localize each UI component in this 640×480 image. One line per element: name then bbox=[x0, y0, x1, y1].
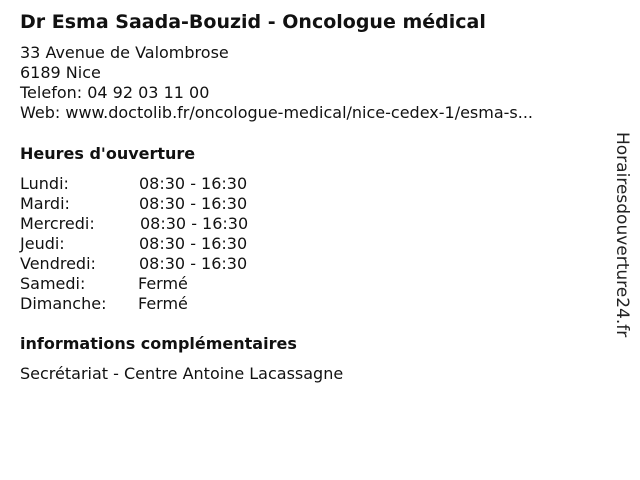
day-label: Vendredi: bbox=[20, 254, 96, 273]
site-watermark bbox=[611, 132, 635, 372]
time-value: Fermé bbox=[138, 294, 188, 313]
day-label: Lundi: bbox=[20, 174, 69, 193]
hours-heading: Heures d'ouverture bbox=[20, 144, 196, 163]
phone: Telefon: 04 92 03 11 00 bbox=[20, 83, 210, 102]
watermark-text: Horairesdouverture24.fr bbox=[612, 132, 632, 338]
page-title: Dr Esma Saada-Bouzid - Oncologue médical bbox=[20, 11, 486, 33]
contact-block bbox=[20, 43, 533, 123]
time-value: 08:30 - 16:30 bbox=[139, 234, 248, 253]
street-address: 33 Avenue de Valombrose bbox=[20, 43, 229, 62]
info-text: Secrétariat - Centre Antoine Lacassagne bbox=[20, 364, 344, 383]
info-heading: informations complémentaires bbox=[20, 334, 297, 353]
time-value: 08:30 - 16:30 bbox=[139, 174, 248, 193]
day-label: Mercredi: bbox=[20, 214, 95, 233]
day-label: Dimanche: bbox=[20, 294, 107, 313]
day-label: Jeudi: bbox=[20, 234, 65, 253]
website[interactable]: Web: www.doctolib.fr/oncologue-medical/nice-cedex-1/esma-s... bbox=[20, 103, 534, 122]
time-value: 08:30 - 16:30 bbox=[139, 194, 248, 213]
time-value: Fermé bbox=[138, 274, 188, 293]
time-value: 08:30 - 16:30 bbox=[139, 254, 248, 273]
time-value: 08:30 - 16:30 bbox=[140, 214, 249, 233]
city: 6189 Nice bbox=[20, 63, 101, 82]
day-label: Samedi: bbox=[20, 274, 86, 293]
day-label: Mardi: bbox=[20, 194, 70, 213]
